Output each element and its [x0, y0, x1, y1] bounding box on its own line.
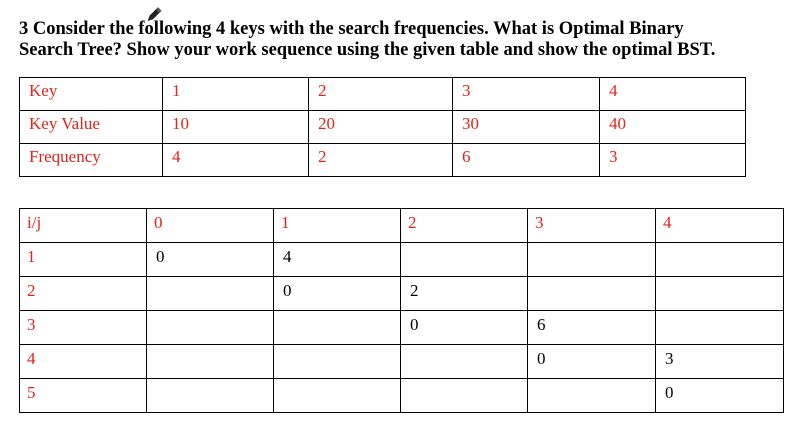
dp-row [20, 277, 784, 311]
dp-cell [401, 345, 528, 379]
keys-cell: 2 [309, 78, 453, 111]
dp-cell [147, 345, 274, 379]
dp-table [19, 208, 784, 413]
dp-row-label: 1 [20, 243, 147, 277]
dp-cell [147, 311, 274, 345]
keys-table [19, 77, 746, 177]
dp-row-label: 4 [20, 345, 147, 379]
dp-header-row [20, 209, 784, 243]
dp-cell [528, 243, 656, 277]
dp-cell [656, 277, 784, 311]
dp-cell: 0 [401, 311, 528, 345]
dp-row [20, 379, 784, 413]
keys-cell: 4 [600, 78, 746, 111]
keys-row-label: Key [20, 78, 163, 111]
dp-col-header: 1 [274, 209, 401, 243]
question-line-2: Search Tree? Show your work sequence using the given table and show the optimal BST. [19, 40, 716, 60]
dp-row-label: 2 [20, 277, 147, 311]
dp-row-label: 5 [20, 379, 147, 413]
dp-cell: 3 [656, 345, 784, 379]
keys-cell: 20 [309, 111, 453, 144]
dp-row [20, 311, 784, 345]
question-line-1 [19, 19, 779, 40]
dp-col-header: 2 [401, 209, 528, 243]
dp-cell [274, 311, 401, 345]
dp-cell: 0 [656, 379, 784, 413]
dp-cell [401, 379, 528, 413]
keys-row-label: Key Value [20, 111, 163, 144]
dp-cell: 2 [401, 277, 528, 311]
dp-cell: 0 [274, 277, 401, 311]
dp-row [20, 345, 784, 379]
dp-row [20, 243, 784, 277]
question-number: 3 [19, 19, 29, 39]
keys-cell: 40 [600, 111, 746, 144]
dp-cell [528, 277, 656, 311]
dp-col-header: 3 [528, 209, 656, 243]
keys-row-label: Frequency [20, 144, 163, 177]
dp-row-label: 3 [20, 311, 147, 345]
dp-cell [528, 379, 656, 413]
dp-cell: 6 [528, 311, 656, 345]
keys-cell: 1 [163, 78, 309, 111]
keys-row-key [20, 78, 746, 111]
dp-corner: i/j [20, 209, 147, 243]
dp-cell [274, 345, 401, 379]
keys-cell: 4 [163, 144, 309, 177]
dp-cell: 0 [147, 243, 274, 277]
keys-row-frequency [20, 144, 746, 177]
dp-cell [274, 379, 401, 413]
dp-cell [656, 243, 784, 277]
dp-cell [401, 243, 528, 277]
keys-cell: 30 [453, 111, 600, 144]
question-line-1-text: Consider the following 4 keys with the search frequencies. What is Optimal Binary [32, 19, 684, 39]
dp-cell [656, 311, 784, 345]
keys-cell: 6 [453, 144, 600, 177]
dp-cell [147, 277, 274, 311]
dp-cell: 0 [528, 345, 656, 379]
keys-row-key-value [20, 111, 746, 144]
dp-col-header: 0 [147, 209, 274, 243]
keys-cell: 2 [309, 144, 453, 177]
dp-cell: 4 [274, 243, 401, 277]
keys-cell: 3 [453, 78, 600, 111]
keys-cell: 3 [600, 144, 746, 177]
keys-cell: 10 [163, 111, 309, 144]
dp-cell [147, 379, 274, 413]
question-text [19, 19, 779, 61]
dp-col-header: 4 [656, 209, 784, 243]
